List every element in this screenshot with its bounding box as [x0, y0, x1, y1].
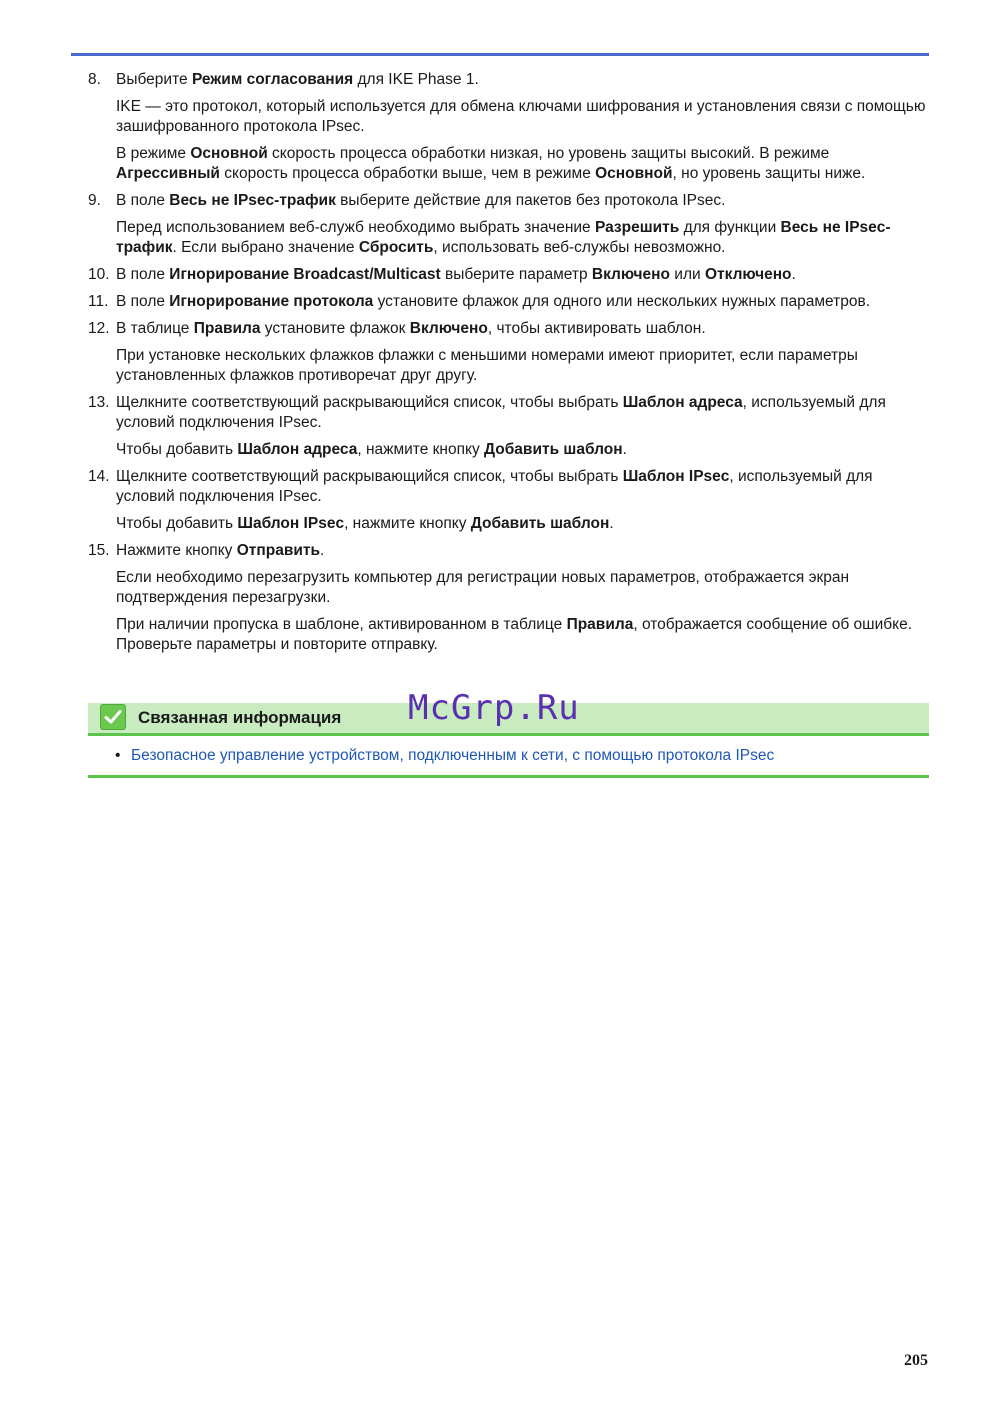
bullet: •: [115, 747, 121, 764]
ui-term: Правила: [566, 616, 634, 633]
text-run: Чтобы добавить: [116, 441, 238, 458]
text-run: , использовать веб-службы невозможно.: [433, 239, 726, 256]
text-run: скорость процесса обработки низкая, но уровень защиты высокий. В режиме: [267, 145, 830, 162]
step-paragraph: [116, 514, 928, 534]
text-run: Выберите: [116, 71, 192, 88]
text-run: При установке нескольких флажков флажки с меньшими номерами имеют приоритет, если параметры установленных флажков противоречат друг другу.: [116, 347, 858, 384]
step-number: 15.: [88, 542, 110, 559]
check-icon: [100, 704, 126, 730]
related-link-item: [115, 746, 774, 766]
text-run: В поле: [116, 293, 170, 310]
step-8: [88, 70, 928, 184]
related-info-title: Связанная информация: [138, 708, 342, 727]
top-divider: [71, 53, 929, 56]
step-number: 12.: [88, 320, 110, 337]
step-paragraph: [116, 440, 928, 460]
ui-term: Шаблон IPsec: [237, 515, 345, 532]
text-run: Если необходимо перезагрузить компьютер для регистрации новых параметров, отображается экран подтверждения перезагрузки.: [116, 569, 850, 606]
text-run: .: [791, 266, 796, 283]
text-run: IKE — это протокол, который используется для обмена ключами шифрования и установления связи с помощью зашифрованного протокола IPsec.: [116, 98, 926, 135]
step-number: 9.: [88, 192, 101, 209]
step-paragraph: [116, 319, 928, 339]
text-run: , используемый для условий подключения IPsec.: [116, 468, 873, 505]
text-run: Нажмите кнопку: [116, 542, 237, 559]
ui-term: Шаблон адреса: [622, 394, 743, 411]
text-run: При наличии пропуска в шаблоне, активированном в таблице: [116, 616, 567, 633]
text-run: выберите действие для пакетов без протокола IPsec.: [335, 192, 726, 209]
text-run: , отображается сообщение об ошибке. Проверьте параметры и повторите отправку.: [116, 616, 913, 653]
ui-term: Шаблон адреса: [237, 441, 358, 458]
related-link[interactable]: Безопасное управление устройством, подключенным к сети, с помощью протокола IPsec: [131, 747, 775, 764]
text-run: .: [609, 515, 614, 532]
text-run: Перед использованием веб-служб необходимо выбрать значение: [116, 219, 595, 236]
text-run: , чтобы активировать шаблон.: [487, 320, 706, 337]
instruction-steps: [88, 70, 928, 662]
ui-term: Весь не IPsec-трафик: [169, 192, 336, 209]
text-run: , нажмите кнопку: [357, 441, 485, 458]
text-run: .: [622, 441, 627, 458]
step-paragraph: [116, 265, 928, 285]
text-run: В режиме: [116, 145, 191, 162]
ui-term: Включено: [591, 266, 670, 283]
text-run: В таблице: [116, 320, 194, 337]
step-number: 8.: [88, 71, 101, 88]
step-paragraph: [116, 541, 928, 561]
ui-term: Разрешить: [594, 219, 680, 236]
step-paragraph: [116, 615, 928, 655]
bottom-divider: [88, 775, 929, 778]
text-run: Щелкните соответствующий раскрывающийся список, чтобы выбрать: [116, 394, 623, 411]
step-number: 14.: [88, 468, 110, 485]
step-number: 13.: [88, 394, 110, 411]
ui-term: Добавить шаблон: [484, 441, 623, 458]
step-paragraph: [116, 144, 928, 184]
text-run: , используемый для условий подключения IPsec.: [116, 394, 886, 431]
text-run: установите флажок: [260, 320, 410, 337]
ui-term: Игнорирование протокола: [169, 293, 374, 310]
text-run: для IKE Phase 1.: [353, 71, 479, 88]
step-13: [88, 393, 928, 460]
step-12: [88, 319, 928, 386]
step-paragraph: [116, 393, 928, 433]
text-run: для функции: [679, 219, 781, 236]
step-number: 11.: [88, 293, 109, 310]
page-number: 205: [904, 1352, 928, 1369]
ui-term: Шаблон IPsec: [622, 468, 730, 485]
text-run: или: [670, 266, 705, 283]
step-number: 10.: [88, 266, 110, 283]
text-run: установите флажок для одного или нескольких нужных параметров.: [373, 293, 871, 310]
step-paragraph: [116, 218, 928, 258]
ui-term: Весь не IPsec-трафик: [116, 219, 891, 256]
step-9: [88, 191, 928, 258]
ui-term: Отключено: [704, 266, 792, 283]
step-14: [88, 467, 928, 534]
ui-term: Основной: [190, 145, 268, 162]
step-15: [88, 541, 928, 655]
step-10: [88, 265, 928, 285]
ui-term: Агрессивный: [116, 165, 220, 182]
text-run: В поле: [116, 266, 170, 283]
text-run: Щелкните соответствующий раскрывающийся список, чтобы выбрать: [116, 468, 623, 485]
text-run: Чтобы добавить: [116, 515, 238, 532]
text-run: . Если выбрано значение: [172, 239, 359, 256]
ui-term: Добавить шаблон: [470, 515, 610, 532]
ui-term: Включено: [409, 320, 488, 337]
ui-term: Игнорирование Broadcast/Multicast: [169, 266, 441, 283]
ui-term: Сбросить: [358, 239, 434, 256]
watermark: McGrp.Ru: [408, 688, 580, 728]
step-11: [88, 292, 928, 312]
step-paragraph: [116, 467, 928, 507]
text-run: .: [320, 542, 325, 559]
ui-term: Правила: [193, 320, 261, 337]
text-run: скорость процесса обработки выше, чем в режиме: [219, 165, 596, 182]
text-run: В поле: [116, 192, 170, 209]
step-paragraph: [116, 568, 928, 608]
step-paragraph: [116, 191, 928, 211]
step-paragraph: [116, 70, 928, 90]
ui-term: Режим согласования: [191, 71, 354, 88]
text-run: , нажмите кнопку: [344, 515, 471, 532]
step-paragraph: [116, 346, 928, 386]
step-paragraph: [116, 292, 928, 312]
ui-term: Отправить: [236, 542, 320, 559]
text-run: выберите параметр: [440, 266, 592, 283]
step-paragraph: [116, 97, 928, 137]
ui-term: Основной: [595, 165, 673, 182]
text-run: , но уровень защиты ниже.: [672, 165, 866, 182]
